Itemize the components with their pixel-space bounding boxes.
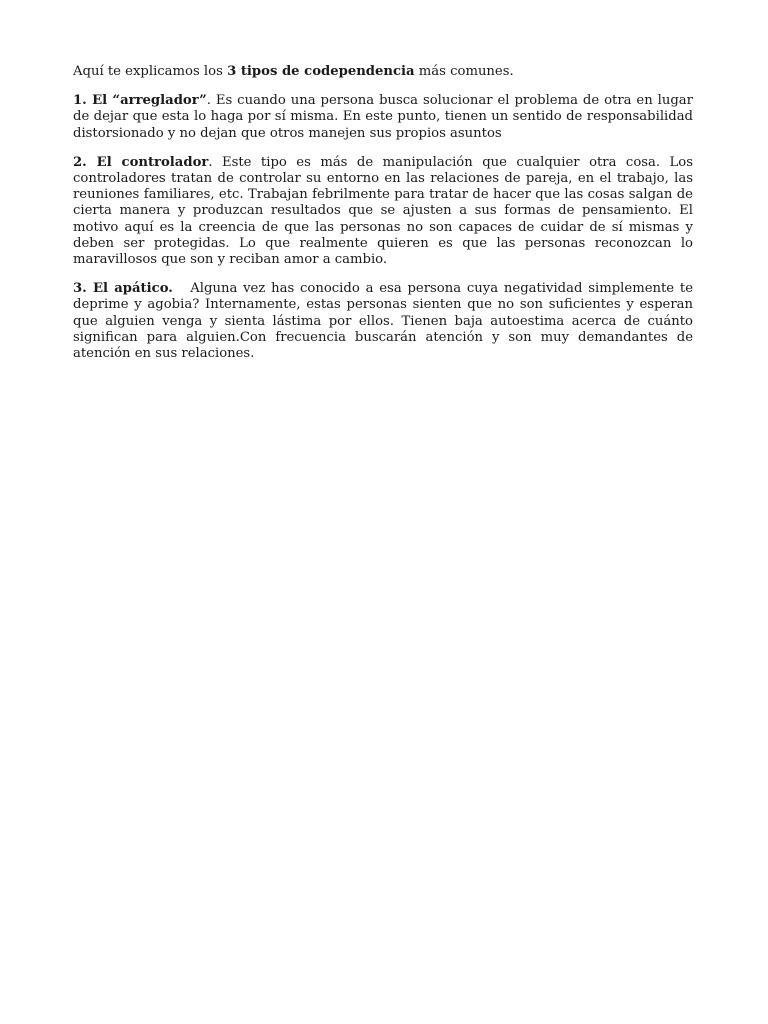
- type-paragraph-3: [73, 281, 698, 362]
- type-number-2: 2.: [73, 154, 87, 170]
- type-text-2: . Este tipo es más de manipulación que cualquier otra cosa. Los controladores tratan de controlar su entorno en las relaciones de pareja, en el trabajo, las reuniones familiares, etc. Trabajan febrilmente para tratar de hacer que las cosas salgan de cierta manera y produzcan resultados que se ajusten a sus formas de pensamiento. El motivo aquí es la creencia de que las personas no son capaces de cuidar de sí mismas y deben ser protegidas. Lo que realmente quieren es que las personas reconozcan lo maravillosos que son y reciban amor a cambio.: [73, 154, 693, 268]
- intro-prefix: Aquí te explicamos los: [73, 64, 228, 79]
- intro-suffix: más comunes.: [414, 64, 514, 79]
- type-paragraph-1: [73, 93, 693, 142]
- type-number-1: 1.: [73, 93, 87, 109]
- type-paragraph-2: [73, 155, 693, 268]
- type-text-1: . Es cuando una persona busca solucionar el problema de otra en lugar de dejar que esta lo haga por sí misma. En este punto, tienen un sentido de responsabilidad distorsionado y no dejan que otros manejen sus propios asuntos: [73, 93, 693, 141]
- intro-bold-phrase: 3 tipos de codependencia: [227, 64, 415, 79]
- document-page: [73, 64, 698, 375]
- type-text-3: Alguna vez has conocido a esa persona cuya negatividad simplemente te deprime y agobia? Internamente, estas personas sienten que no son suficientes y esperan que alguien venga y sienta lástima por ellos. Tienen baja autoestima acerca de cuánto significan para alguien.Con frecuencia buscarán atención y son muy demandantes de atención en sus relaciones.: [73, 281, 698, 362]
- type-title-2: El controlador: [86, 154, 209, 170]
- type-title-3: El apático.: [86, 281, 173, 297]
- type-number-3: 3.: [73, 281, 87, 297]
- type-title-1: El “arreglador”: [86, 93, 207, 109]
- intro-paragraph: [73, 64, 693, 80]
